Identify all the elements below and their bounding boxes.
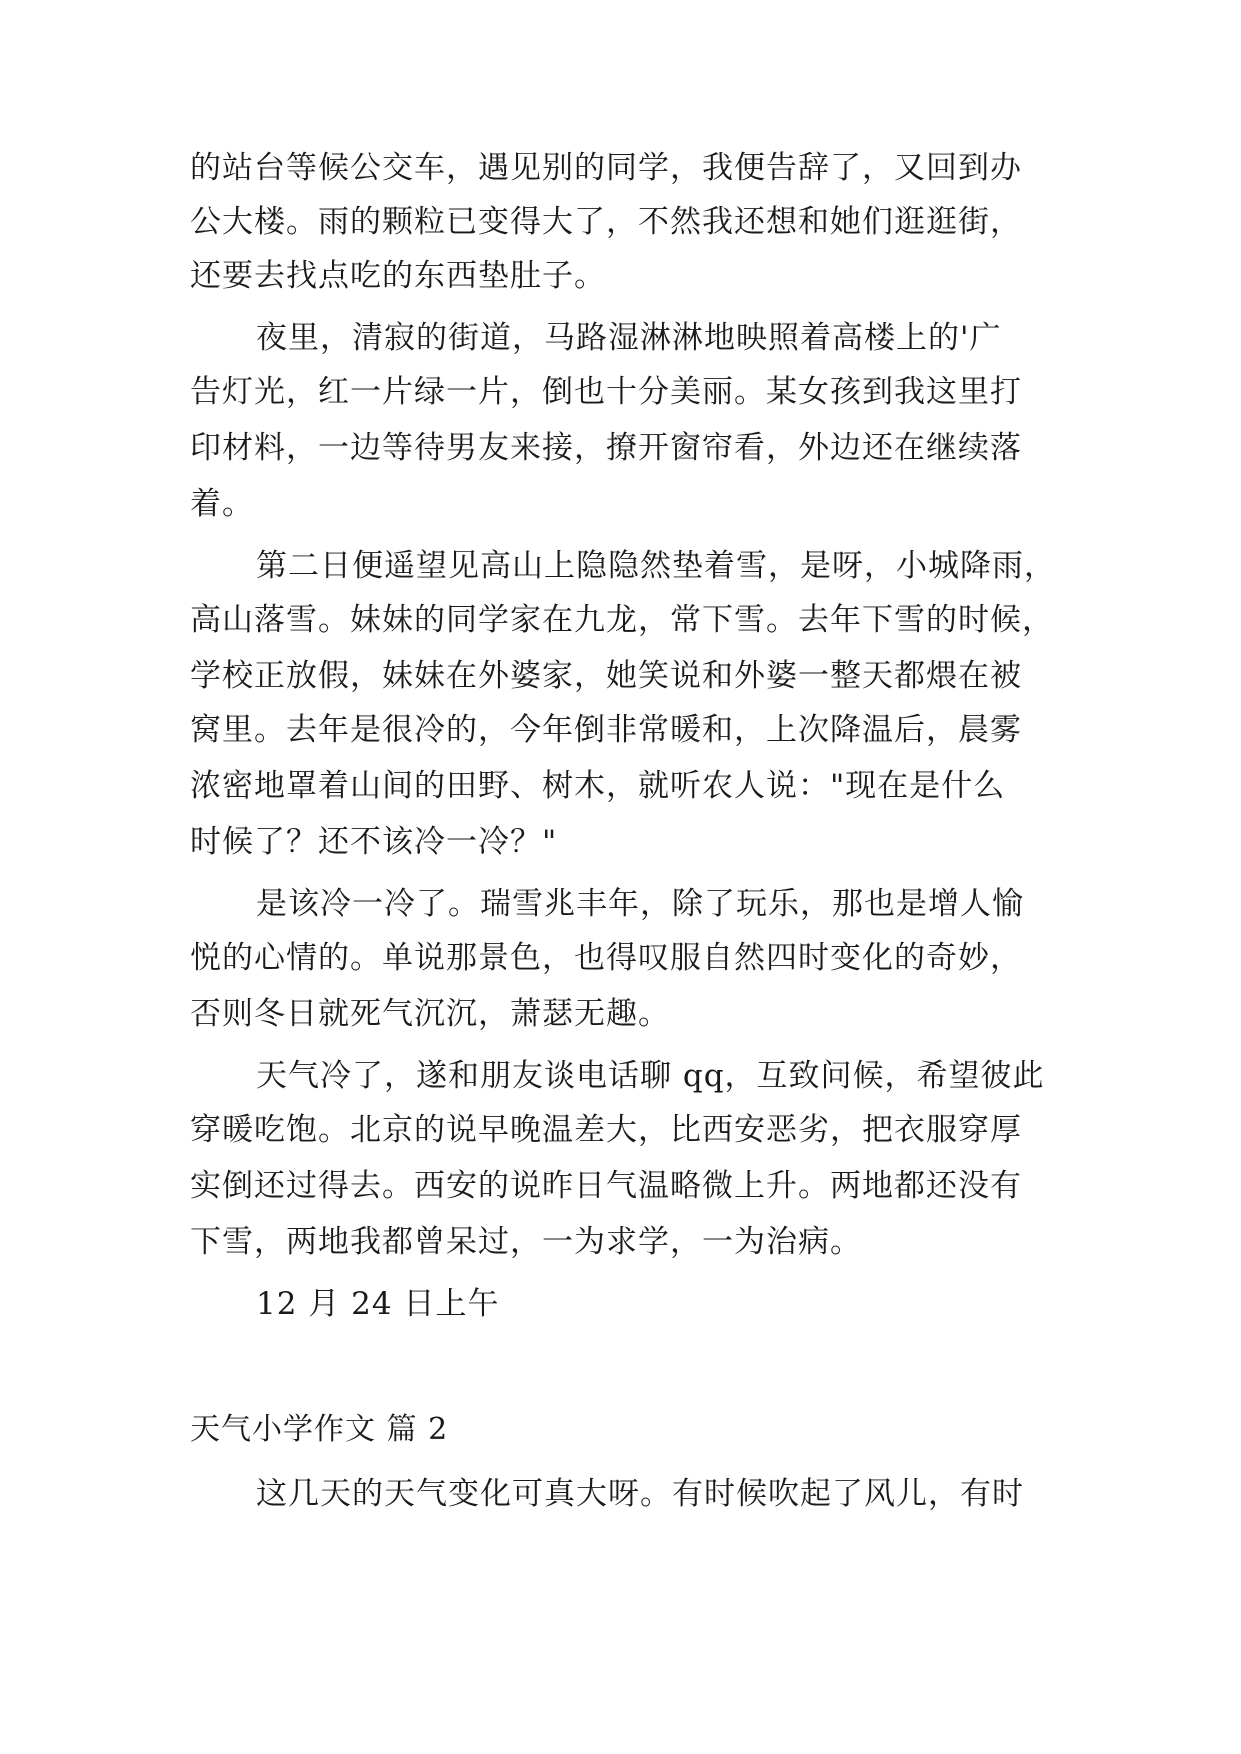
paragraph-line: 实倒还过得去。西安的说昨日气温略微上升。两地都还没有 [190, 1168, 1022, 1204]
paragraph-line: 时候了？还不该冷一冷？" [190, 824, 558, 860]
paragraph-line: 还要去找点吃的东西垫肚子。 [190, 258, 606, 294]
paragraph-line: 第二日便遥望见高山上隐隐然垫着雪，是呀，小城降雨， [256, 548, 1056, 584]
paragraph-line: 悦的心情的。单说那景色，也得叹服自然四时变化的奇妙， [190, 940, 1022, 976]
section-title: 天气小学作文 篇 2 [190, 1412, 449, 1447]
date-line: 12 月 24 日上午 [256, 1286, 500, 1322]
paragraph-line: 夜里，清寂的街道，马路湿淋淋地映照着高楼上的'广 [256, 320, 1002, 356]
paragraph-line: 浓密地罩着山间的田野、树木，就听农人说："现在是什么 [190, 768, 1006, 804]
paragraph-line: 下雪，两地我都曾呆过，一为求学，一为治病。 [190, 1224, 862, 1260]
paragraph-line: 穿暖吃饱。北京的说早晚温差大，比西安恶劣，把衣服穿厚 [190, 1112, 1022, 1148]
paragraph-line: 高山落雪。妹妹的同学家在九龙，常下雪。去年下雪的时候， [190, 602, 1054, 638]
paragraph-line: 学校正放假，妹妹在外婆家，她笑说和外婆一整天都煨在被 [190, 658, 1022, 694]
paragraph-line: 否则冬日就死气沉沉，萧瑟无趣。 [190, 996, 670, 1032]
paragraph-line: 印材料，一边等待男友来接，撩开窗帘看，外边还在继续落 [190, 430, 1022, 466]
paragraph-line: 着。 [190, 486, 254, 522]
paragraph-line: 窝里。去年是很冷的，今年倒非常暖和，上次降温后，晨雾 [190, 712, 1022, 748]
paragraph-line: 的站台等候公交车，遇见别的同学，我便告辞了，又回到办 [190, 150, 1022, 186]
paragraph-line: 告灯光，红一片绿一片，倒也十分美丽。某女孩到我这里打 [190, 374, 1022, 410]
paragraph-line: 公大楼。雨的颗粒已变得大了，不然我还想和她们逛逛街， [190, 204, 1022, 240]
paragraph-line: 这几天的天气变化可真大呀。有时候吹起了风儿，有时 [256, 1476, 1024, 1512]
paragraph-line: 是该冷一冷了。瑞雪兆丰年，除了玩乐，那也是增人愉 [256, 886, 1024, 922]
paragraph-line: 天气冷了，遂和朋友谈电话聊 qq，互致问候，希望彼此 [256, 1058, 1045, 1094]
